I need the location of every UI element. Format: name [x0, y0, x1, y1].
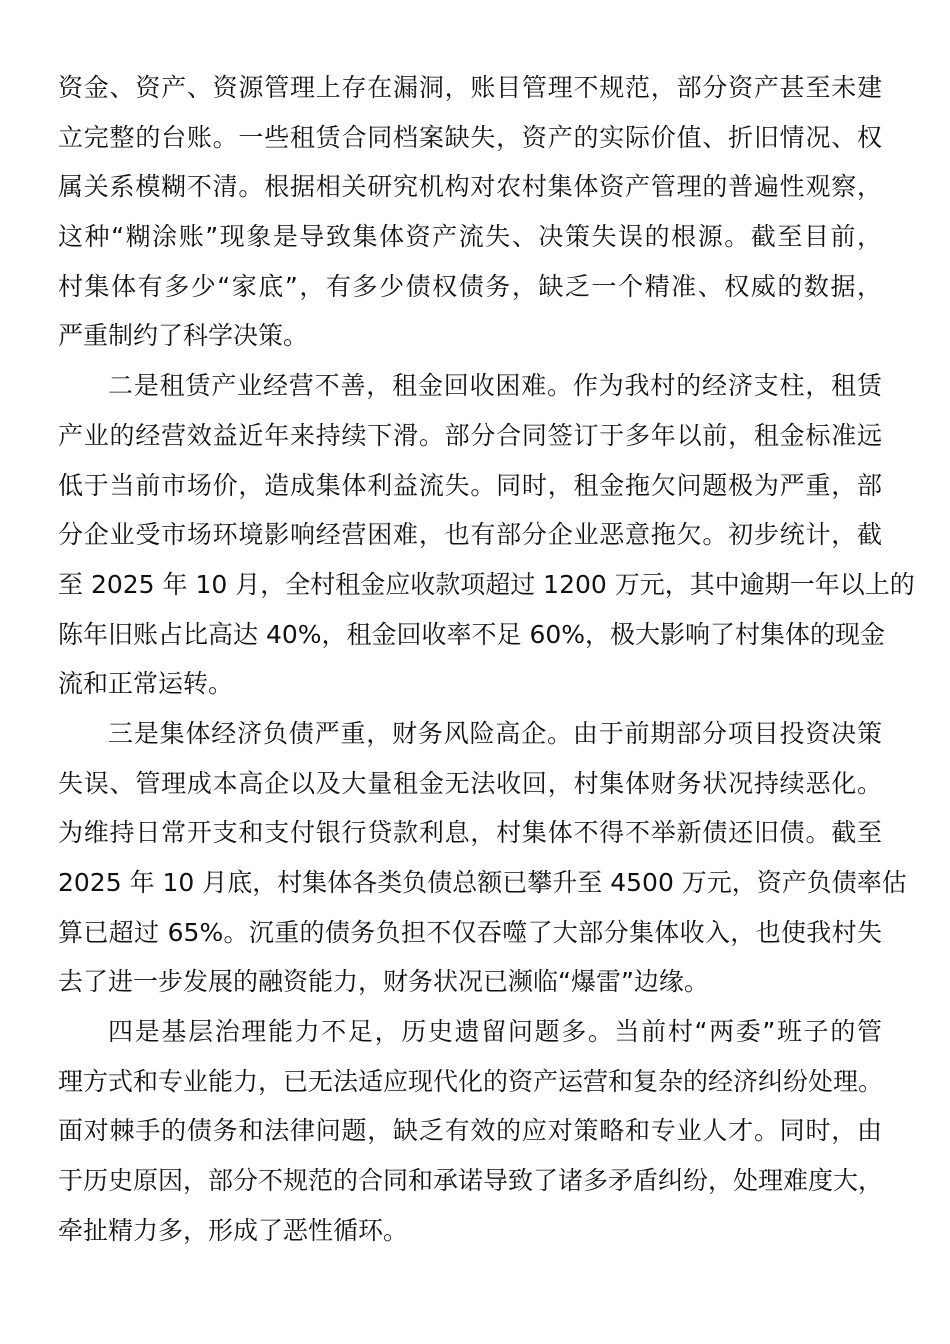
text-line: 这种“糊涂账”现象是导致集体资产流失、决策失误的根源。截至目前，: [58, 222, 882, 252]
paragraph: [58, 1007, 882, 1255]
paragraph: [58, 63, 882, 361]
text-line: 分企业受市场环境影响经营困难，也有部分企业恶意拖欠。初步统计，截: [58, 520, 882, 550]
text-line: 陈年旧账占比高达 40%，租金回收率不足 60%，极大影响了村集体的现金: [58, 619, 886, 649]
text-line: 2025 年 10 月底，村集体各类负债总额已攀升至 4500 万元，资产负债率估: [58, 868, 907, 897]
text-line: 产业的经营效益近年来持续下滑。部分合同签订于多年以前，租金标准远: [58, 420, 882, 450]
document-page: [58, 63, 915, 1256]
text-line: 流和正常运转。: [58, 669, 234, 699]
text-line: 理方式和专业能力，已无法适应现代化的资产运营和复杂的经济纠纷处理。: [58, 1066, 884, 1096]
paragraph: [58, 361, 915, 709]
text-line: 去了进一步发展的融资能力，财务状况已濒临“爆雷”边缘。: [58, 967, 709, 997]
text-line: 严重制约了科学决策。: [58, 321, 309, 351]
text-line: 资金、资产、资源管理上存在漏洞，账目管理不规范，部分资产甚至未建: [58, 73, 882, 102]
text-line: 牵扯精力多，形成了恶性循环。: [58, 1215, 409, 1245]
text-line: 低于当前市场价，造成集体利益流失。同时，租金拖欠问题极为严重，部: [58, 470, 882, 500]
text-line: 算已超过 65%。沉重的债务负担不仅吞噬了大部分集体收入，也使我村失: [58, 917, 882, 947]
text-line: 属关系模糊不清。根据相关研究机构对农村集体资产管理的普遍性观察，: [58, 172, 882, 202]
text-line: 为维持日常开支和支付银行贷款利息，村集体不得不举新债还旧债。截至: [58, 818, 882, 848]
text-line: 立完整的台账。一些租赁合同档案缺失，资产的实际价值、折旧情况、权: [58, 122, 882, 152]
text-line: 四是基层治理能力不足，历史遗留问题多。当前村“两委”班子的管: [108, 1017, 882, 1047]
text-line: 至 2025 年 10 月，全村租金应收款项超过 1200 万元，其中逾期一年以上的: [58, 569, 915, 599]
text-line: 失误、管理成本高企以及大量租金无法收回，村集体财务状况持续恶化。: [58, 768, 882, 798]
text-line: 于历史原因，部分不规范的合同和承诺导致了诸多矛盾纠纷，处理难度大，: [58, 1166, 884, 1196]
text-line: 村集体有多少“家底”，有多少债权债务，缺乏一个精准、权威的数据，: [58, 271, 882, 301]
text-line: 三是集体经济负债严重，财务风险高企。由于前期部分项目投资决策: [108, 718, 882, 748]
text-line: 二是租赁产业经营不善，租金回收困难。作为我村的经济支柱，租赁: [108, 371, 882, 401]
paragraph: [58, 709, 907, 1007]
text-line: 面对棘手的债务和法律问题，缺乏有效的应对策略和专业人才。同时，由: [58, 1116, 882, 1146]
